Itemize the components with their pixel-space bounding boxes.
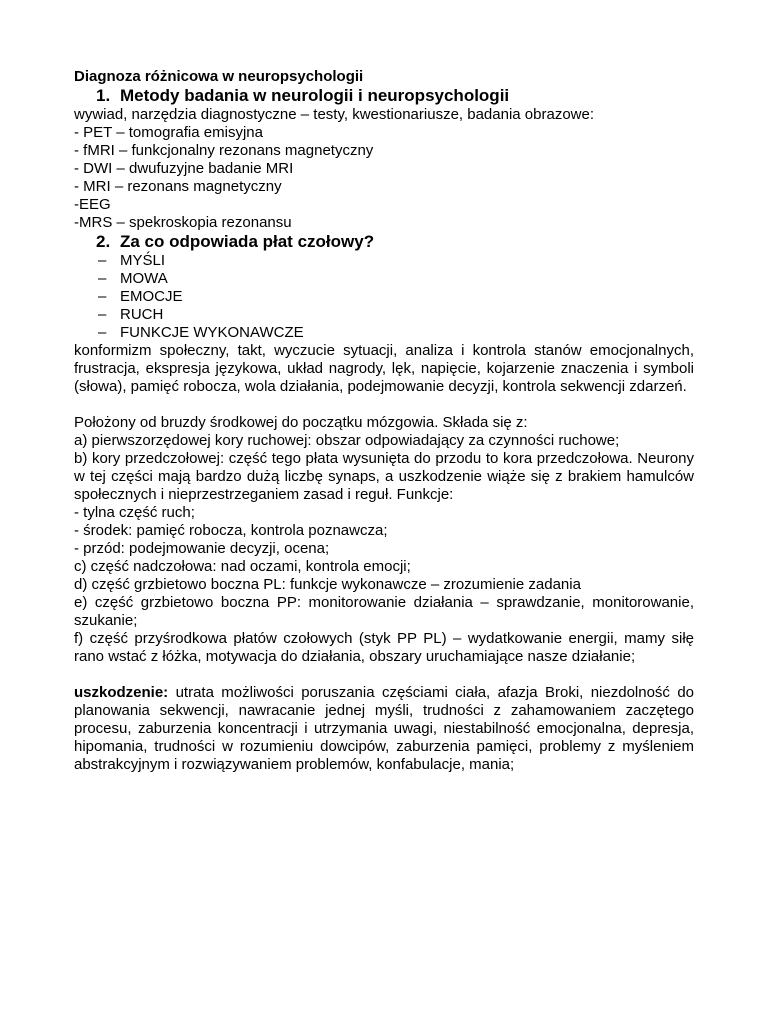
part-a: a) pierwszorzędowej kory ruchowej: obszar odpowiadający za czynności ruchowe; xyxy=(74,432,620,449)
section-2-title: Za co odpowiada płat czołowy? xyxy=(120,232,375,251)
document-title: Diagnoza różnicowa w neuropsychologii xyxy=(74,68,364,85)
function-item: – FUNKCJE WYKONAWCZE xyxy=(98,324,304,341)
prefrontal-function-item: - tylna część ruch; xyxy=(74,504,195,521)
section-2-heading xyxy=(74,232,694,252)
function-item: – MOWA xyxy=(98,270,168,287)
section-2-number: 2. xyxy=(96,232,111,251)
section-1-title: Metody badania w neurologii i neuropsychologii xyxy=(120,86,510,105)
methods-list xyxy=(74,124,694,232)
document-body xyxy=(74,68,694,774)
part-b: b) kory przedczołowej: część tego płata wysunięta do przodu to kora przedczołowa. Neurony w tej części mają bardzo dużą liczbę synaps, a uszkodzenie wiąże się z brakiem hamulców społecznych i nieprzestrzeganiem zasad i reguł. Funkcje: xyxy=(74,450,694,503)
functions-summary: konformizm społeczny, takt, wyczucie sytuacji, analiza i kontrola stanów emocjonalnych, frustracja, ekspresja językowa, układ nagrody, lęk, napięcie, kojarzenie znaczenia i symboli (słowa), pamięć robocza, wola działania, podejmowanie decyzji, kontrola sekwencji zdarzeń. xyxy=(74,342,694,395)
method-item: - DWI – dwufuzyjne badanie MRI xyxy=(74,160,294,177)
damage-label: uszkodzenie: xyxy=(74,684,169,701)
section-1-intro: wywiad, narzędzia diagnostyczne – testy, kwestionariusze, badania obrazowe: xyxy=(74,106,595,123)
prefrontal-functions-list xyxy=(74,504,694,558)
section-1-heading xyxy=(74,86,694,106)
damage-paragraph xyxy=(74,684,694,774)
method-item: - PET – tomografia emisyjna xyxy=(74,124,263,141)
damage-text: utrata możliwości poruszania częściami ciała, afazja Broki, niezdolność do planowania sekwencji, nawracanie jednej myśli, trudności z zahamowaniem zaczętego procesu, zaburzenia koncentracji i utrzymania uwagi, niestabilność emocjonalna, depresja, hipomania, trudności w rozumieniu dowcipów, zaburzenia pamięci, problemy z myśleniem abstrakcyjnym i rozwiązywaniem problemów, konfabulacje, mania; xyxy=(74,684,694,773)
method-item: -EEG xyxy=(74,196,111,213)
part-d: d) część grzbietowo boczna PL: funkcje wykonawcze – zrozumienie zadania xyxy=(74,576,581,593)
functions-list xyxy=(74,252,694,342)
prefrontal-function-item: - przód: podejmowanie decyzji, ocena; xyxy=(74,540,330,557)
function-item: – MYŚLI xyxy=(98,252,166,269)
part-e: e) część grzbietowo boczna PP: monitorowanie działania – sprawdzanie, monitorowanie, szukanie; xyxy=(74,594,694,629)
part-c: c) część nadczołowa: nad oczami, kontrola emocji; xyxy=(74,558,411,575)
prefrontal-function-item: - środek: pamięć robocza, kontrola poznawcza; xyxy=(74,522,388,539)
function-item: – RUCH xyxy=(98,306,164,323)
section-1-number: 1. xyxy=(96,86,111,105)
method-item: - MRI – rezonans magnetyczny xyxy=(74,178,282,195)
function-item: – EMOCJE xyxy=(98,288,183,305)
part-f: f) część przyśrodkowa płatów czołowych (styk PP PL) – wydatkowanie energii, mamy siłę rano wstać z łóżka, motywacja do działania, obszary uruchamiające nasze działanie; xyxy=(74,630,694,665)
method-item: -MRS – spekroskopia rezonansu xyxy=(74,214,292,231)
location-intro: Położony od bruzdy środkowej do początku mózgowia. Składa się z: xyxy=(74,414,528,431)
method-item: - fMRI – funkcjonalny rezonans magnetyczny xyxy=(74,142,374,159)
